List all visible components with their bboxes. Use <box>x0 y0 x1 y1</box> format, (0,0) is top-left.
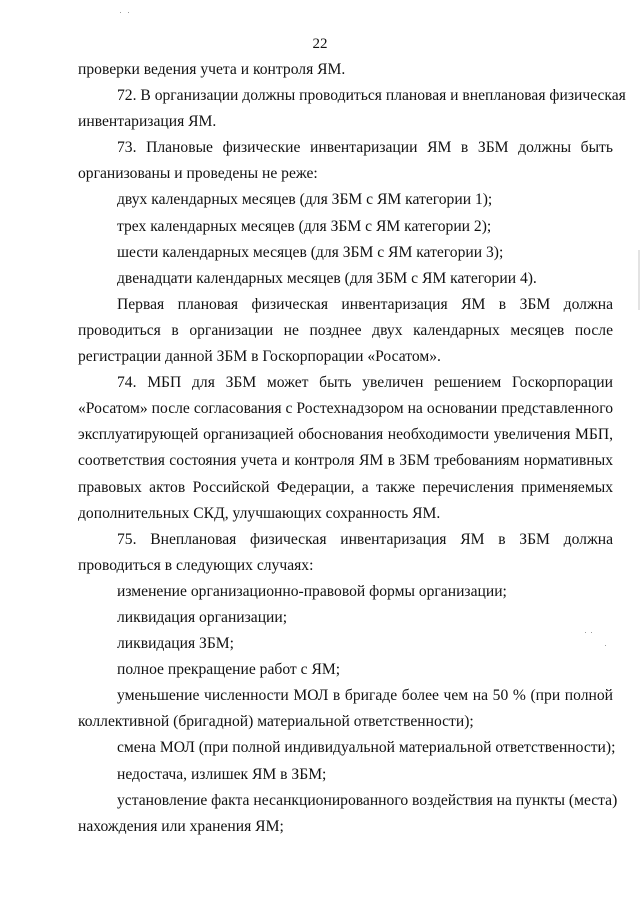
scan-speck <box>591 632 592 633</box>
text-line: недостача, излишек ЯМ в ЗБМ; <box>117 765 327 783</box>
text-line: 72. В организации должны проводиться плановая и внеплановая физическая <box>117 87 626 105</box>
text-line: дополнительных СКД, улучшающих сохранность ЯМ. <box>78 504 441 522</box>
text-line: ликвидация ЗБМ; <box>117 635 234 653</box>
text-line: инвентаризация ЯМ. <box>78 113 217 131</box>
document-body <box>78 57 626 840</box>
text-line: проверки ведения учета и контроля ЯМ. <box>78 61 346 78</box>
text-line: коллективной (бригадной) материальной ответственности); <box>78 713 474 731</box>
text-line: ликвидация организации; <box>117 608 288 626</box>
text-line: эксплуатирующей организацией обоснования необходимости увеличения МБП, <box>78 426 613 444</box>
text-line: полное прекращение работ с ЯМ; <box>117 661 341 679</box>
text-line: «Росатом» после согласования с Ростехнадзором на основании представленного <box>78 400 613 418</box>
text-line: Первая плановая физическая инвентаризация ЯМ в ЗБМ должна <box>117 295 613 313</box>
text-line: уменьшение численности МОЛ в бригаде более чем на 50 % (при полной <box>117 687 613 705</box>
text-line: смена МОЛ (при полной индивидуальной материальной ответственности); <box>117 739 616 757</box>
text-line: шести календарных месяцев (для ЗБМ с ЯМ категории 3); <box>117 243 504 261</box>
scan-speck <box>585 632 586 633</box>
text-line: регистрации данной ЗБМ в Госкорпорации «Росатом». <box>78 348 441 366</box>
scan-speck <box>120 12 121 13</box>
scan-speck <box>605 645 606 646</box>
text-line: 75. Внеплановая физическая инвентаризация ЯМ в ЗБМ должна <box>117 530 613 548</box>
text-line: правовых актов Российской Федерации, а также перечисления применяемых <box>78 478 613 496</box>
text-line: изменение организационно-правовой формы организации; <box>117 582 507 600</box>
text-line: соответствия состояния учета и контроля ЯМ в ЗБМ требованиям нормативных <box>78 452 613 470</box>
text-line: установление факта несанкционированного воздействия на пункты (места) <box>117 791 618 809</box>
scan-speck <box>128 12 129 13</box>
text-line: трех календарных месяцев (для ЗБМ с ЯМ категории 2); <box>117 217 492 235</box>
text-line: двух календарных месяцев (для ЗБМ с ЯМ категории 1); <box>117 191 493 209</box>
text-line: проводиться в следующих случаях: <box>78 556 314 574</box>
page-number: 22 <box>312 36 328 52</box>
text-line: нахождения или хранения ЯМ; <box>78 817 284 835</box>
text-line: организованы и проведены не реже: <box>78 165 318 183</box>
text-line: 74. МБП для ЗБМ может быть увеличен решением Госкорпорации <box>117 374 613 392</box>
text-line: 73. Плановые физические инвентаризации ЯМ в ЗБМ должны быть <box>117 139 613 157</box>
text-line: двенадцати календарных месяцев (для ЗБМ с ЯМ категории 4). <box>117 269 537 287</box>
text-line: проводиться в организации не позднее двух календарных месяцев после <box>78 321 613 339</box>
